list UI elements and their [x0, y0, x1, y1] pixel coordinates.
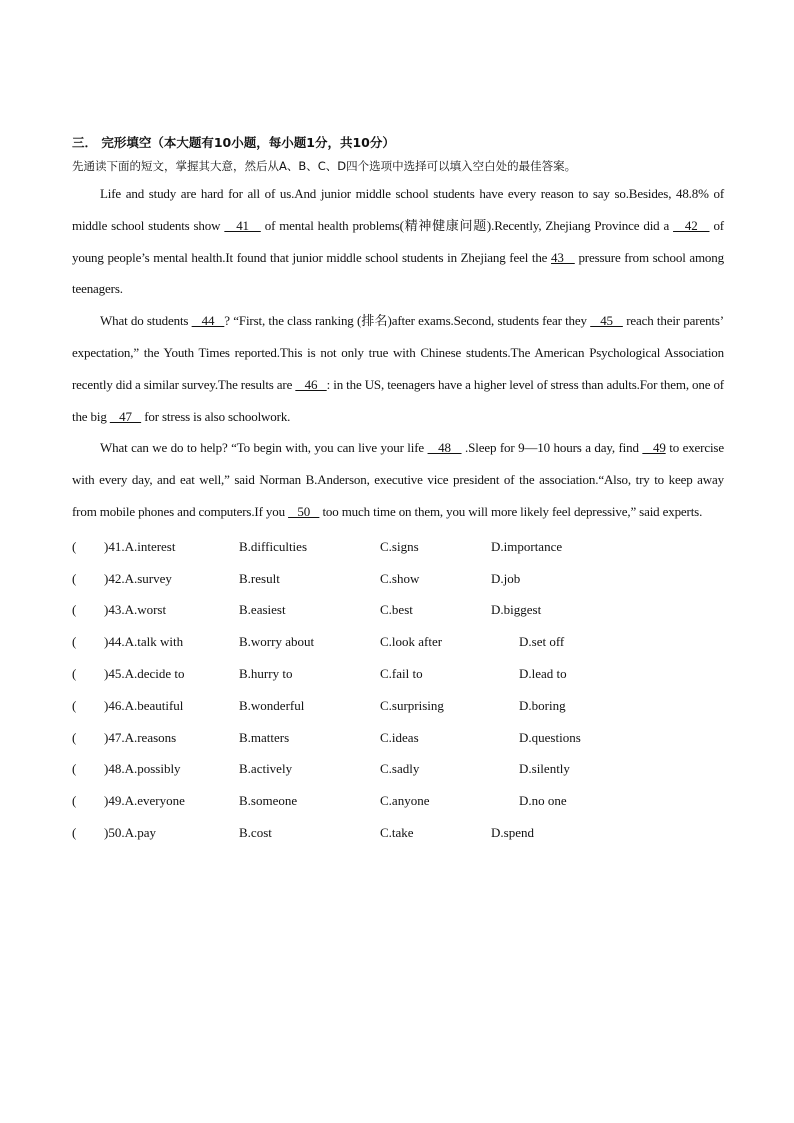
passage-text: .Sleep for 9—10 hours a day, find	[461, 440, 643, 456]
option-d: D.silently	[519, 761, 570, 777]
section-title: 三． 完形填空（本大题有10小题，每小题1分，共10分）	[72, 135, 395, 150]
option-d: D.boring	[519, 697, 566, 713]
passage-text: too much time on them, you will more likely feel depressive,” said experts.	[319, 503, 703, 519]
option-c: C.anyone	[380, 793, 430, 809]
blank-47: 47	[109, 408, 142, 424]
passage-text: What do students	[100, 313, 192, 329]
passage-text: pressure from school among teenagers.	[72, 249, 724, 297]
answer-paren: (	[72, 570, 77, 586]
option-b: B.difficulties	[239, 538, 308, 554]
question-row	[72, 531, 724, 563]
option-a: )42.A.survey	[104, 570, 172, 586]
option-c: C.sadly	[380, 761, 420, 777]
answer-paren: (	[72, 761, 77, 777]
option-a: )45.A.decide to	[104, 665, 185, 681]
option-b: B.wonderful	[239, 697, 305, 713]
option-a: )49.A.everyone	[104, 793, 185, 809]
option-a: )43.A.worst	[104, 602, 167, 618]
option-d: D.set off	[519, 634, 565, 650]
question-row	[72, 658, 724, 690]
option-b: B.cost	[239, 824, 272, 840]
answer-paren: (	[72, 538, 77, 554]
passage-text: What can we do to help? “To begin with, you can live your life	[100, 440, 428, 456]
answer-paren: (	[72, 697, 77, 713]
passage-text: of mental health problems(精神健康问题).Recently, Zhejiang Province did a	[260, 217, 674, 233]
option-c: C.fail to	[380, 665, 423, 681]
question-row	[72, 594, 724, 626]
passage-text: Life and study are hard for all of us.And junior middle school students have every reason to say so.Besides, 48.8% of middle school students show	[72, 186, 724, 233]
option-a: )41.A.interest	[104, 538, 176, 554]
passage-text: : in the US, teenagers have a higher level of stress than adults.For them, one of the big	[72, 376, 724, 424]
option-a: )48.A.possibly	[104, 761, 181, 777]
question-list	[72, 531, 724, 849]
blank-48: 48	[427, 440, 462, 456]
blank-42: 42	[673, 217, 710, 233]
option-c: C.signs	[380, 538, 419, 554]
passage-text: of young people’s mental health.It found that junior middle school students in Zhejiang feel the	[72, 217, 724, 265]
question-row	[72, 785, 724, 817]
option-a: )46.A.beautiful	[104, 697, 184, 713]
blank-49: 49	[642, 440, 666, 456]
question-row	[72, 722, 724, 754]
passage-text: to exercise with every day, and eat well,” said Norman B.Anderson, executive vice president of the association.“Also, try to keep away from mobile phones and computers.If you	[72, 440, 724, 519]
passage-paragraph-1	[72, 178, 724, 305]
option-d: D.spend	[491, 824, 534, 840]
option-b: B.easiest	[239, 602, 286, 618]
option-d: D.importance	[491, 538, 563, 554]
blank-45: 45	[590, 313, 623, 329]
option-d: D.lead to	[519, 665, 567, 681]
answer-paren: (	[72, 634, 77, 650]
answer-paren: (	[72, 824, 77, 840]
passage-text: for stress is also schoolwork.	[141, 408, 291, 424]
option-c: C.show	[380, 570, 420, 586]
blank-41: 41	[224, 217, 261, 233]
blank-44: 44	[191, 313, 225, 329]
option-a: )47.A.reasons	[104, 729, 177, 745]
question-row	[72, 626, 724, 658]
option-b: B.actively	[239, 761, 293, 777]
passage-text: reach their parents’ expectation,” the Youth Times reported.This is not only true with Chinese students.The American Psychological Association recently did a similar survey.The results are	[72, 313, 724, 392]
option-d: D.questions	[519, 729, 581, 745]
option-d: D.no one	[519, 793, 567, 809]
answer-paren: (	[72, 602, 77, 618]
passage-paragraph-3	[72, 432, 724, 527]
option-a: )44.A.talk with	[104, 634, 184, 650]
option-c: C.surprising	[380, 697, 444, 713]
blank-43: 43	[551, 249, 575, 265]
answer-paren: (	[72, 729, 77, 745]
option-b: B.result	[239, 570, 280, 586]
passage-paragraph-2	[72, 305, 724, 432]
option-c: C.best	[380, 602, 413, 618]
option-b: B.matters	[239, 729, 290, 745]
passage-text: ? “First, the class ranking (排名)after exams.Second, students fear they	[224, 313, 591, 329]
section-instruction: 先通读下面的短文，掌握其大意，然后从A、B、C、D四个选项中选择可以填入空白处的最佳答案。	[72, 159, 577, 173]
option-b: B.hurry to	[239, 665, 293, 681]
option-c: C.take	[380, 824, 414, 840]
option-c: C.look after	[380, 634, 443, 650]
question-row	[72, 753, 724, 785]
question-row	[72, 690, 724, 722]
question-row	[72, 817, 724, 849]
option-a: )50.A.pay	[104, 824, 156, 840]
answer-paren: (	[72, 665, 77, 681]
option-b: B.someone	[239, 793, 298, 809]
document-page	[72, 133, 724, 849]
option-d: D.biggest	[491, 602, 542, 618]
option-d: D.job	[491, 570, 521, 586]
blank-46: 46	[295, 376, 327, 392]
answer-paren: (	[72, 793, 77, 809]
option-b: B.worry about	[239, 634, 315, 650]
option-c: C.ideas	[380, 729, 419, 745]
blank-50: 50	[288, 503, 320, 519]
question-row	[72, 563, 724, 595]
